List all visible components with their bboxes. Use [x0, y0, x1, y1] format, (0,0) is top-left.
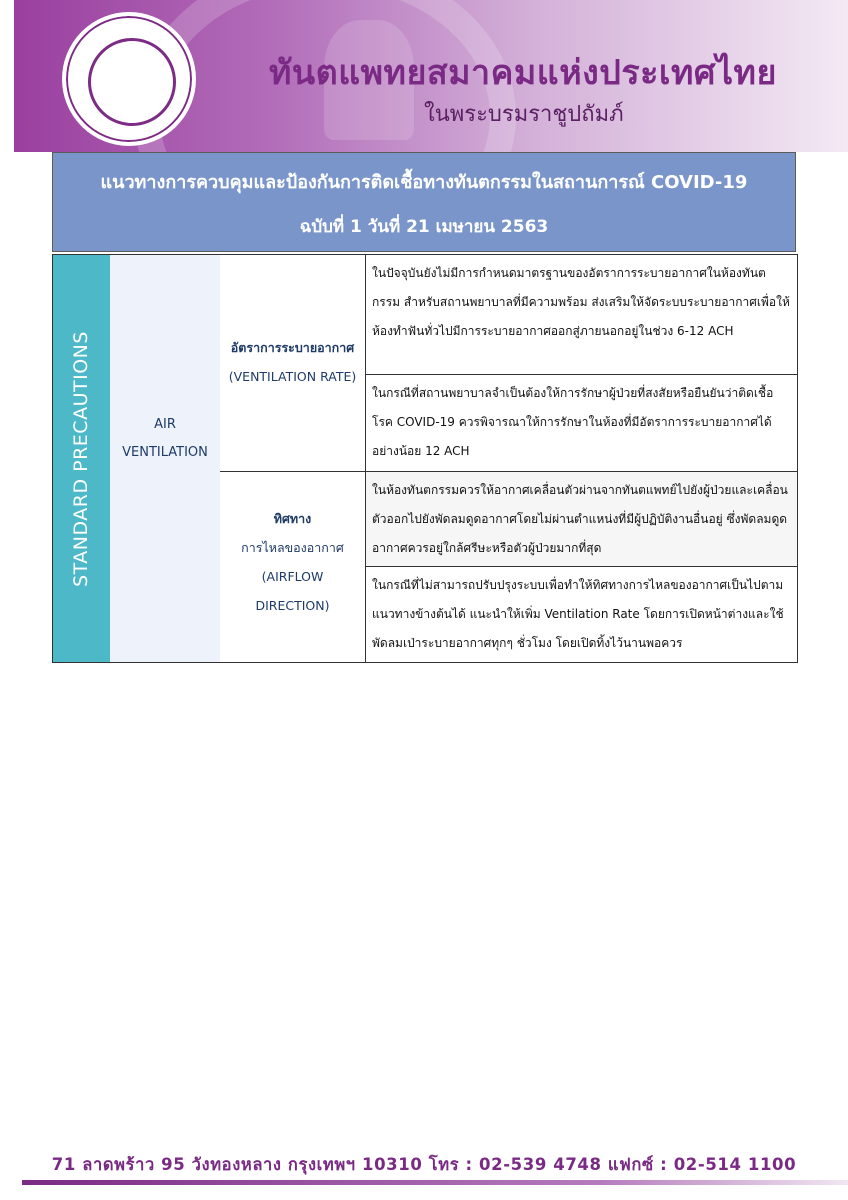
category-column	[53, 255, 111, 662]
subtopic-label-th: อัตราการระบายอากาศ	[230, 340, 355, 355]
topic-label	[110, 411, 220, 467]
association-logo	[62, 12, 196, 146]
guideline-row: ในปัจจุบันยังไม่มีการกำหนดมาตรฐานของอัตราการระบายอากาศในห้องทันตกรรม สำหรับสถานพยาบาลที่มีความพร้อม ส่งเสริมให้จัดระบบระบายอากาศเพื่อให้ห้องทำฟันทั่วไปมีการระบายอากาศออกสู่ภายนอกอยู่ในช่วง 6-12 ACH	[366, 255, 797, 375]
topic-column	[110, 255, 221, 662]
subtopic-label-en: (VENTILATION RATE)	[228, 369, 357, 384]
subtopic-label-th-1: ทิศทาง	[273, 511, 312, 526]
topic-label-line1: AIR	[154, 417, 176, 432]
subtopic-ventilation-rate	[220, 255, 366, 472]
guideline-row: ในห้องทันตกรรมควรให้อากาศเคลื่อนตัวผ่านจากทันตแพทย์ไปยังผู้ป่วยและเคลื่อนตัวออกไปยังพัดลมดูดอากาศโดยไม่ผ่านตำแหน่งที่มีผู้ปฏิบัติงานอื่นอยู่ ซึ่งพัดลมดูดอากาศควรอยู่ใกล้ศรีษะหรือตัวผู้ป่วยมากที่สุด	[366, 472, 797, 567]
subtopic-label-en-1: (AIRFLOW	[261, 569, 324, 584]
logo-emblem-icon	[88, 38, 176, 126]
organization-subtitle: ในพระบรมราชูปถัมภ์	[424, 102, 624, 127]
subtopic-label	[220, 504, 365, 620]
document-edition: ฉบับที่ 1 วันที่ 21 เมษายน 2563	[299, 217, 549, 237]
guideline-row: ในกรณีที่ไม่สามารถปรับปรุงระบบเพื่อทำให้ทิศทางการไหลของอากาศเป็นไปตามแนวทางข้างต้นได้ แนะนำให้เพิ่ม Ventilation Rate โดยการเปิดหน้าต่างและใช้พัดลมเป่าระบายอากาศทุกๆ ชั่วโมง โดยเปิดทิ้งไว้นานพอควร	[366, 567, 797, 662]
footer-divider	[22, 1180, 848, 1185]
subtopic-airflow-direction	[220, 472, 366, 662]
guideline-row: ในกรณีที่สถานพยาบาลจำเป็นต้องให้การรักษาผู้ป่วยที่สงสัยหรือยืนยันว่าติดเชื้อโรค COVID-19 ควรพิจารณาให้การรักษาในห้องที่มีอัตราการระบายอากาศได้อย่างน้อย 12 ACH	[366, 375, 797, 472]
subtopic-label-th-2: การไหลของอากาศ	[241, 540, 344, 555]
topic-label-line2: VENTILATION	[122, 445, 208, 460]
subtopic-label-en-2: DIRECTION)	[255, 598, 330, 613]
category-label: STANDARD PRECAUTIONS	[70, 331, 92, 587]
footer-address: 71 ลาดพร้าว 95 วังทองหลาง กรุงเทพฯ 10310 โทร : 02-539 4748 แฟกซ์ : 02-514 1100	[51, 1155, 797, 1174]
subtopic-label	[220, 333, 365, 391]
letterhead-banner	[14, 0, 848, 152]
document-title-block	[52, 152, 796, 252]
guideline-table	[52, 254, 798, 663]
document-title: แนวทางการควบคุมและป้องกันการติดเชื้อทางทันตกรรมในสถานการณ์ COVID-19	[100, 172, 748, 193]
organization-name: ทันตแพทยสมาคมแห่งประเทศไทย	[269, 53, 777, 93]
